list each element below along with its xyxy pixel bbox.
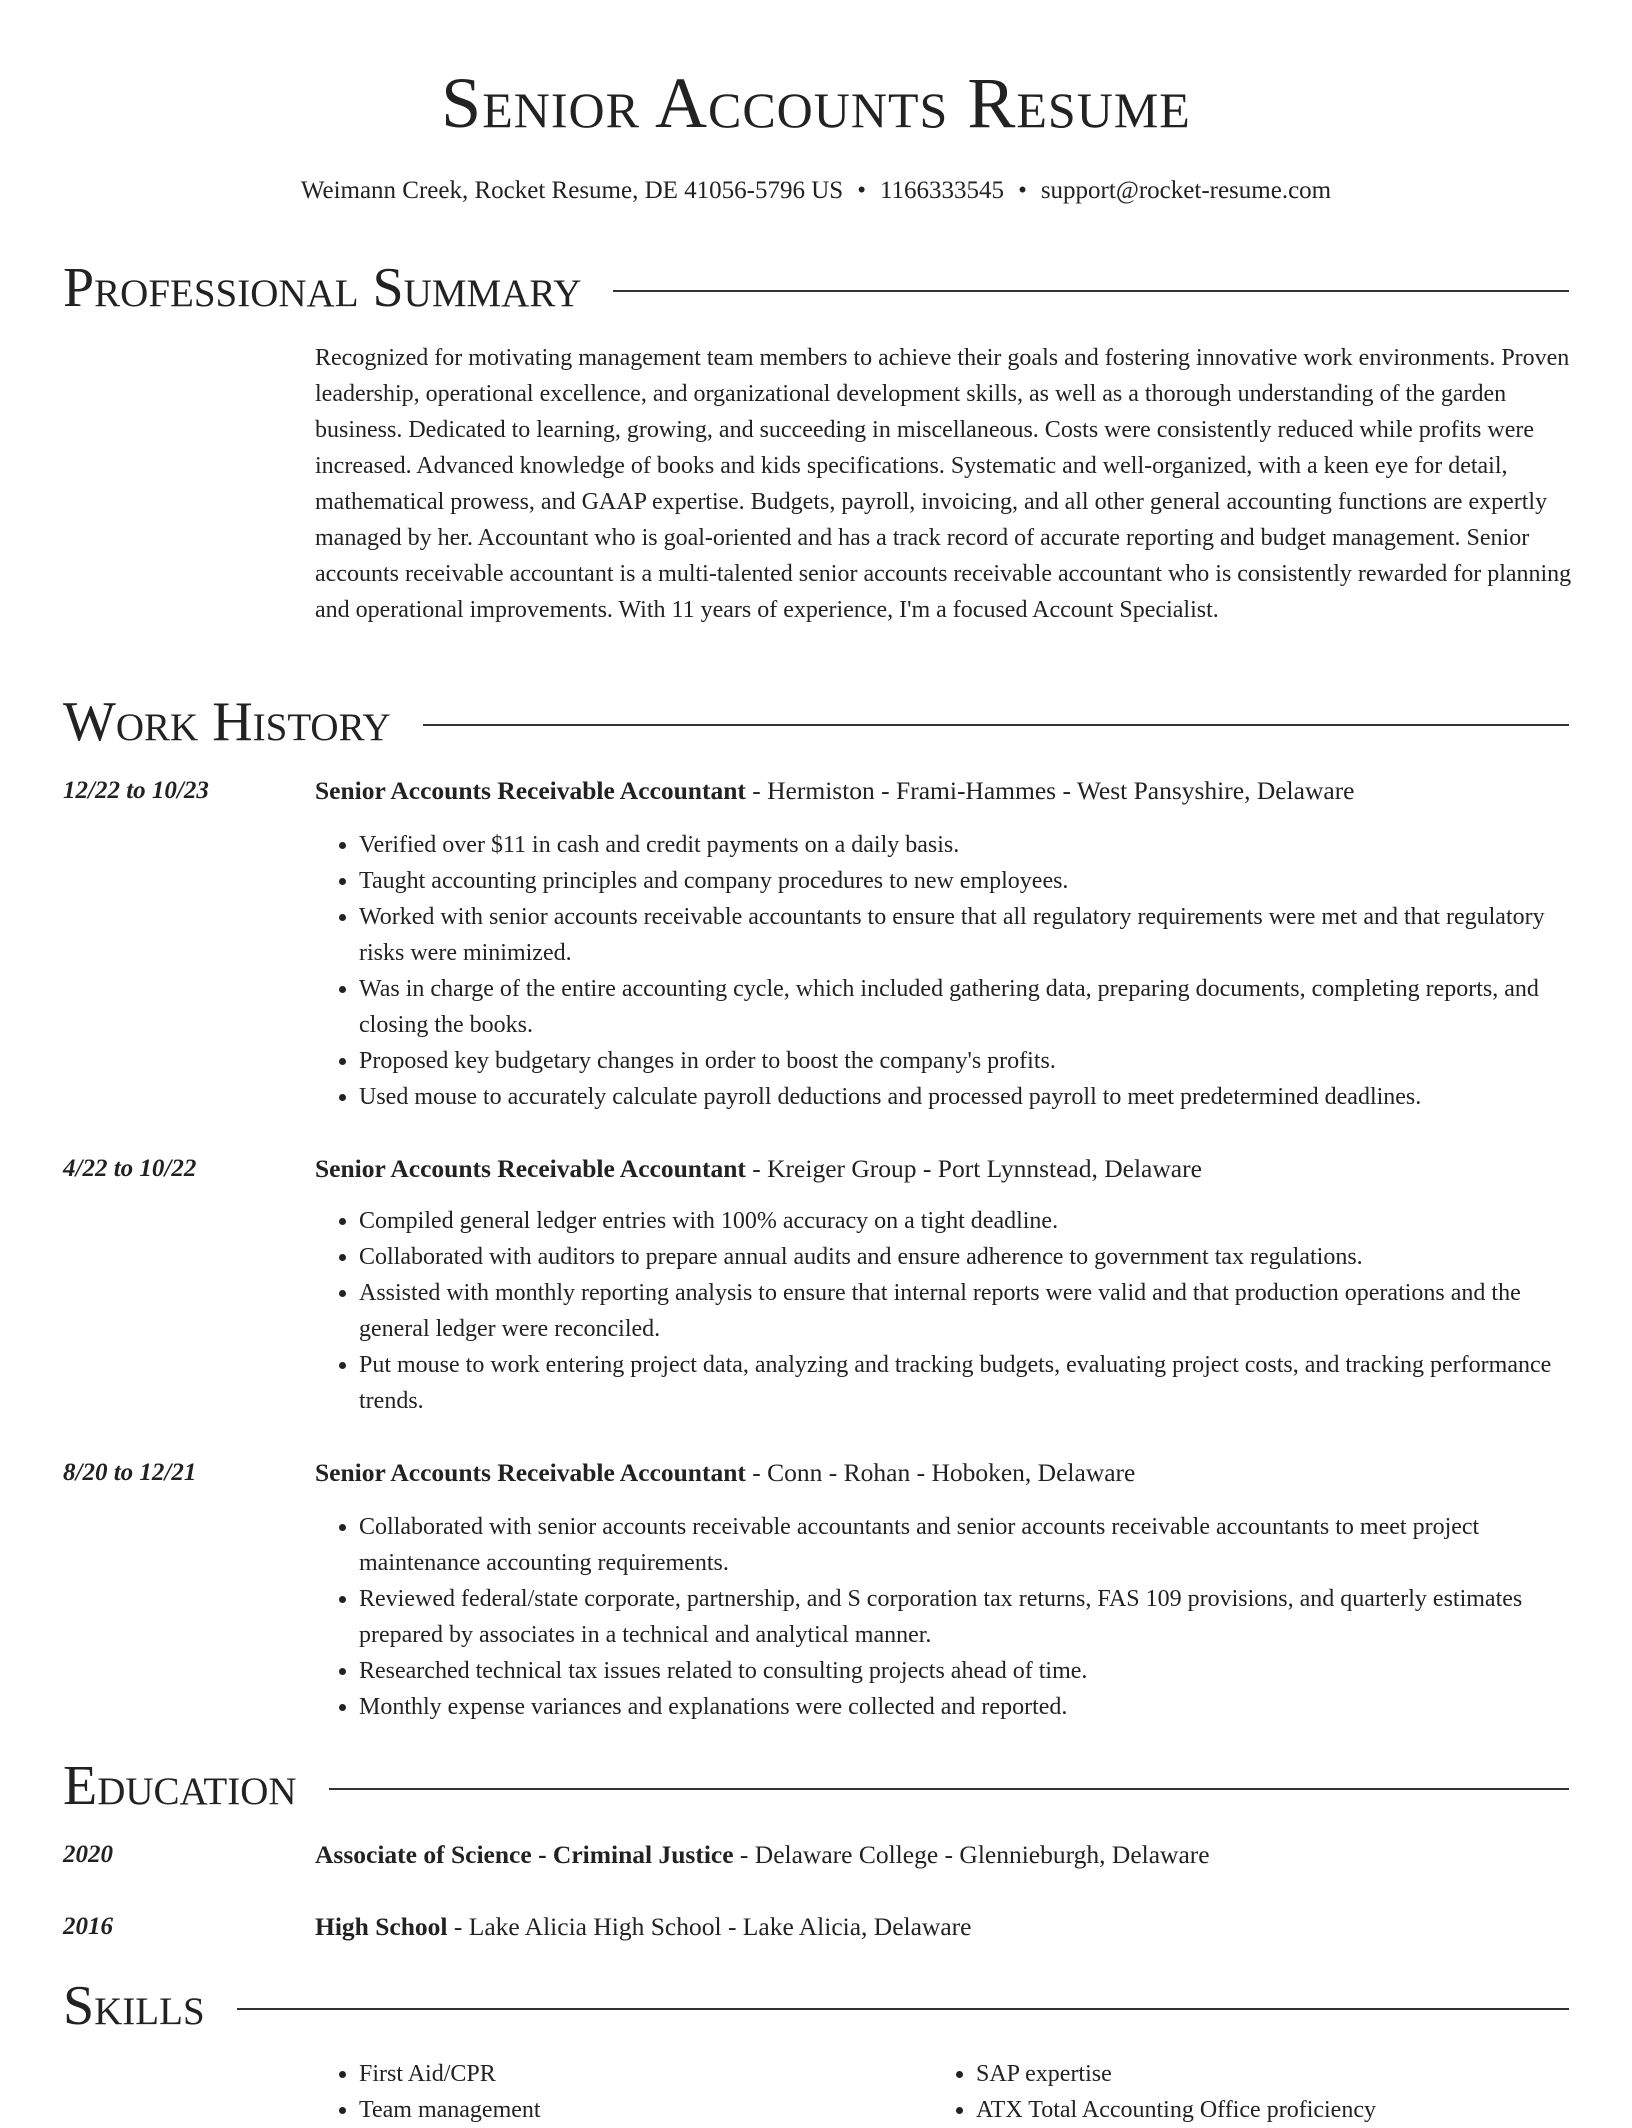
education-degree: Associate of Science - Criminal Justice: [315, 1840, 734, 1869]
section-title-summary: Professional Summary: [63, 257, 582, 319]
contact-separator: •: [857, 177, 866, 204]
skill-item: • ATX Total Accounting Office proficiency: [976, 2092, 1572, 2128]
job-details: - Conn - Rohan - Hoboken, Delaware: [745, 1458, 1136, 1487]
contact-line: [0, 174, 1632, 208]
section-title-education: Education: [63, 1755, 297, 1817]
section-header-education: [63, 1754, 1569, 1818]
contact-email: support@rocket-resume.com: [1040, 177, 1332, 204]
job-bullet: • Monthly expense variances and explanations were collected and reported.: [359, 1689, 1575, 1725]
job-bullet: • Used mouse to accurately calculate payroll deductions and processed payroll to meet predetermined deadlines.: [359, 1079, 1575, 1115]
education-details: - Lake Alicia High School - Lake Alicia, Delaware: [447, 1912, 972, 1941]
skill-item: • SAP expertise: [976, 2056, 1572, 2092]
section-title-work: Work History: [63, 691, 391, 753]
job-bullet: • Put mouse to work entering project data, analyzing and tracking budgets, evaluating project costs, and tracking performance trends.: [359, 1347, 1575, 1419]
job-details: - Kreiger Group - Port Lynnstead, Delaware: [745, 1154, 1202, 1183]
summary-text: Recognized for motivating management team members to achieve their goals and fostering innovative work environments. Proven leadership, operational excellence, and organizational development skills, as well as a thorough understanding of the garden business. Dedicated to learning, growing, and succeeding in miscellaneous. Costs were consistently reduced while profits were increased. Advanced knowledge of books and kids specifications. Systematic and well-organized, with a keen eye for detail, mathematical prowess, and GAAP expertise. Budgets, payroll, invoicing, and all other general accounting functions are expertly managed by her. Accountant who is goal-oriented and has a track record of accurate reporting and budget management. Senior accounts receivable accountant is a multi-talented senior accounts receivable accountant who is consistently rewarded for planning and operational improvements. With 11 years of experience, I'm a focused Account Specialist.: [315, 345, 1572, 623]
job-bullet: • Proposed key budgetary changes in order to boost the company's profits.: [359, 1043, 1575, 1079]
job-bullet: • Compiled general ledger entries with 100% accuracy on a tight deadline.: [359, 1203, 1575, 1239]
job-bullet: • Collaborated with senior accounts receivable accountants and senior accounts receivable accountants to meet project maintenance accounting requirements.: [359, 1509, 1575, 1581]
job-bullet: • Collaborated with auditors to prepare annual audits and ensure adherence to government tax regulations.: [359, 1239, 1575, 1275]
skills-list-right: [932, 2056, 1572, 2128]
education-degree: High School: [315, 1912, 448, 1941]
section-divider: [423, 724, 1569, 726]
section-divider: [613, 290, 1569, 292]
job-heading: [315, 774, 1575, 808]
section-title-skills: Skills: [63, 1975, 205, 2037]
job-bullets: [315, 1509, 1575, 1725]
job-bullets: [315, 1203, 1575, 1419]
job-heading: [315, 1152, 1575, 1186]
resume-title: Senior Accounts Resume: [441, 63, 1191, 143]
job-title: Senior Accounts Receivable Accountant: [315, 1154, 746, 1183]
section-header-work: [63, 690, 1569, 754]
skills-list-left: [315, 2056, 915, 2128]
job-title: Senior Accounts Receivable Accountant: [315, 776, 746, 805]
job-bullet: • Verified over $11 in cash and credit payments on a daily basis.: [359, 827, 1575, 863]
job-dates: 8/20 to 12/21: [63, 1459, 197, 1486]
contact-address: Weimann Creek, Rocket Resume, DE 41056-5796 US: [300, 177, 844, 204]
job-bullet: • Taught accounting principles and company procedures to new employees.: [359, 863, 1575, 899]
job-title: Senior Accounts Receivable Accountant: [315, 1458, 746, 1487]
section-header-summary: [63, 256, 1569, 320]
job-dates: 4/22 to 10/22: [63, 1155, 197, 1182]
contact-separator: •: [1018, 177, 1027, 204]
job-heading: [315, 1456, 1575, 1490]
job-bullet: • Researched technical tax issues related to consulting projects ahead of time.: [359, 1653, 1575, 1689]
education-entry: [315, 1910, 1575, 1944]
skill-item: • Team management: [359, 2092, 915, 2128]
job-bullet: • Was in charge of the entire accounting cycle, which included gathering data, preparing documents, completing reports, and closing the books.: [359, 971, 1575, 1043]
skill-item: • First Aid/CPR: [359, 2056, 915, 2092]
job-bullet: • Assisted with monthly reporting analysis to ensure that internal reports were valid and that production operations and the general ledger were reconciled.: [359, 1275, 1575, 1347]
education-year: 2020: [63, 1841, 113, 1868]
section-divider: [329, 1788, 1569, 1790]
education-entry: [315, 1838, 1575, 1872]
job-bullets: [315, 827, 1575, 1115]
education-year: 2016: [63, 1913, 113, 1940]
job-bullet: • Reviewed federal/state corporate, partnership, and S corporation tax returns, FAS 109 provisions, and quarterly estimates prepared by associates in a technical and analytical manner.: [359, 1581, 1575, 1653]
job-dates: 12/22 to 10/23: [63, 777, 209, 804]
contact-phone: 1166333545: [879, 177, 1005, 204]
job-bullet: • Worked with senior accounts receivable accountants to ensure that all regulatory requirements were met and that regulatory risks were minimized.: [359, 899, 1575, 971]
section-header-skills: [63, 1974, 1569, 2038]
section-divider: [237, 2008, 1569, 2010]
education-details: - Delaware College - Glennieburgh, Delaware: [733, 1840, 1210, 1869]
job-details: - Hermiston - Frami-Hammes - West Pansyshire, Delaware: [745, 776, 1355, 805]
